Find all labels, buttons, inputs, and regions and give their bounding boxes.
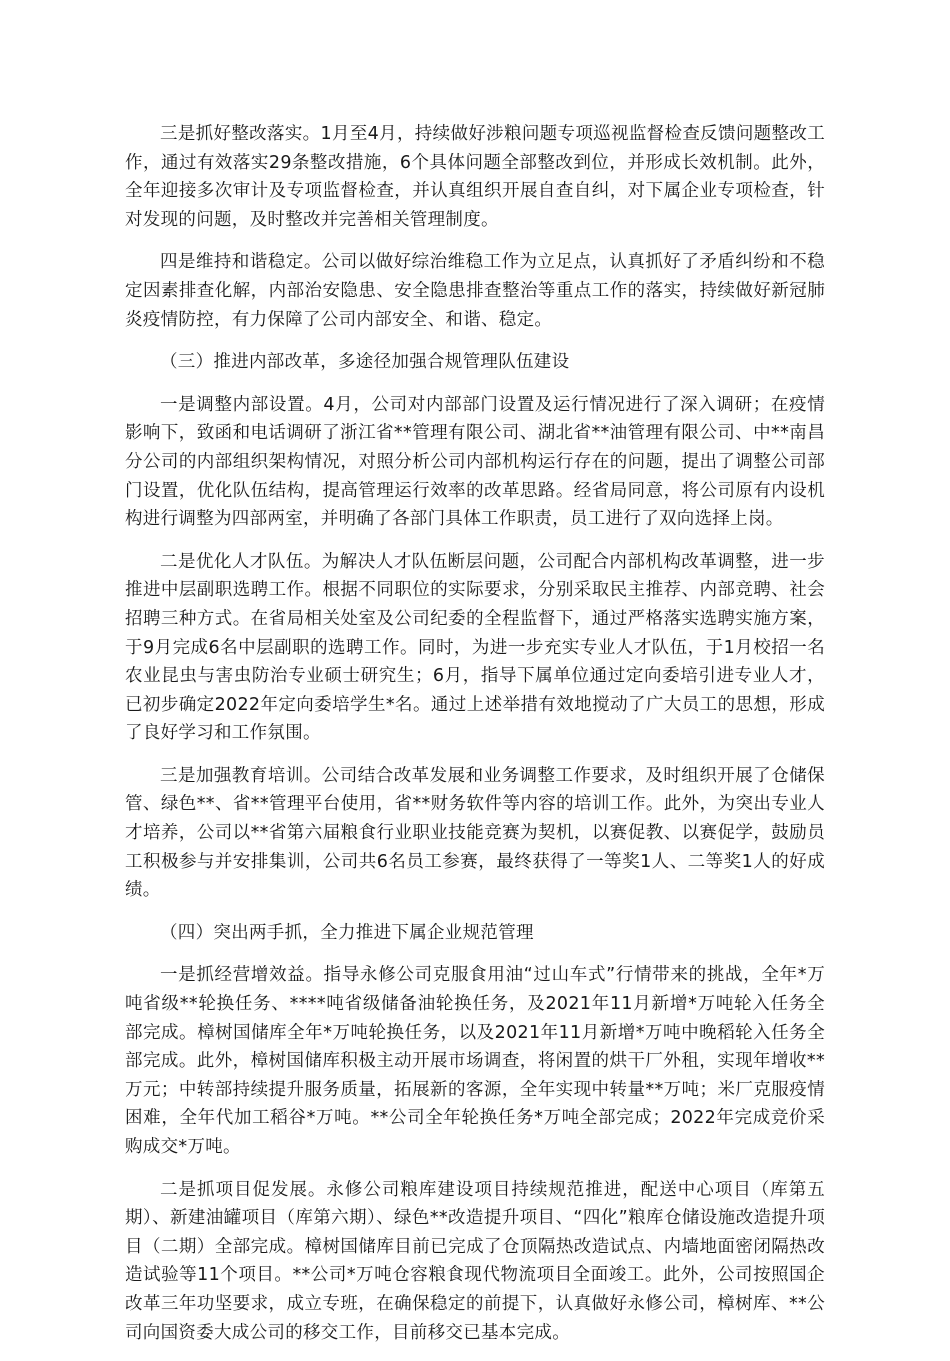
section-heading-3: （三）推进内部改革，多途径加强合规管理队伍建设 (160, 352, 570, 373)
paragraph-stability: 四是维持和谐稳定。公司以做好综治维稳工作为立足点，认真抓好了矛盾纠纷和不稳定因素排查化解，内部治安隐患、安全隐患排查整治等重点工作的落实，持续做好新冠肺炎疫情防控，有力保障了公司内部安全、和谐、稳定。 (125, 252, 825, 330)
paragraph-rectification: 三是抓好整改落实。1月至4月，持续做好涉粮问题专项巡视监督检查反馈问题整改工作，通过有效落实29条整改措施，6个具体问题全部整改到位，并形成长效机制。此外，全年迎接多次审计及专项监督检查，并认真组织开展自查自纠，对下属企业专项检查，针对发现的问题，及时整改并完善相关管理制度。 (125, 124, 825, 230)
paragraph-training: 三是加强教育培训。公司结合改革发展和业务调整工作要求，及时组织开展了仓储保管、绿色**、省**管理平台使用，省**财务软件等内容的培训工作。此外，为突出专业人才培养，公司以**省第六届粮食行业职业技能竞赛为契机，以赛促教、以赛促学，鼓励员工积极参与并安排集训，公司共6名员工参赛，最终获得了一等奖1人、二等奖1人的好成绩。 (125, 765, 825, 901)
document-page (125, 120, 825, 1361)
paragraph-internal-setup: 一是调整内部设置。4月，公司对内部部门设置及运行情况进行了深入调研；在疫情影响下，致函和电话调研了浙江省**管理有限公司、湖北省**油管理有限公司、中**南昌分公司的内部组织架构情况，对照分析公司内部机构运行存在的问题，提出了调整公司部门设置，优化队伍结构，提高管理运行效率的改革思路。经省局同意，将公司原有内设机构进行调整为四部两室，并明确了各部门具体工作职责，员工进行了双向选择上岗。 (125, 394, 825, 530)
paragraph-talent-team: 二是优化人才队伍。为解决人才队伍断层问题，公司配合内部机构改革调整，进一步推进中层副职选聘工作。根据不同职位的实际要求，分别采取民主推荐、内部竞聘、社会招聘三种方式。在省局相关处室及公司纪委的全程监督下，通过严格落实选聘实施方案，于9月完成6名中层副职的选聘工作。同时，为进一步充实专业人才队伍，于1月校招一名农业昆虫与害虫防治专业硕士研究生；6月，指导下属单位通过定向委培引进专业人才，已初步确定2022年定向委培学生*名。通过上述举措有效地搅动了广大员工的思想，形成了良好学习和工作氛围。 (125, 551, 825, 744)
paragraph-operations: 一是抓经营增效益。指导永修公司克服食用油“过山车式”行情带来的挑战，全年*万吨省级**轮换任务、****吨省级储备油轮换任务，及2021年11月新增*万吨轮入任务全部完成。樟树国储库全年*万吨轮换任务，以及2021年11月新增*万吨中晚稻轮入任务全部完成。此外，樟树国储库积极主动开展市场调查，将闲置的烘干厂外租，实现年增收**万元；中转部持续提升服务质量，拓展新的客源，全年实现中转量**万吨；米厂克服疫情困难，全年代加工稻谷*万吨。**公司全年轮换任务*万吨全部完成；2022年完成竞价采购成交*万吨。 (125, 965, 825, 1157)
section-heading-4: （四）突出两手抓，全力推进下属企业规范管理 (160, 922, 534, 943)
paragraph-projects: 二是抓项目促发展。永修公司粮库建设项目持续规范推进，配送中心项目（库第五期）、新建油罐项目（库第六期）、绿色**改造提升项目、“四化”粮库仓储设施改造提升项目（二期）全部完成。樟树国储库目前已完成了仓顶隔热改造试点、内墙地面密闭隔热改造试验等11个项目。**公司*万吨仓容粮食现代物流项目全面竣工。此外，公司按照国企改革三年功坚要求，成立专班，在确保稳定的前提下，认真做好永修公司，樟树库、**公司向国资委大成公司的移交工作，目前移交已基本完成。 (125, 1179, 825, 1343)
